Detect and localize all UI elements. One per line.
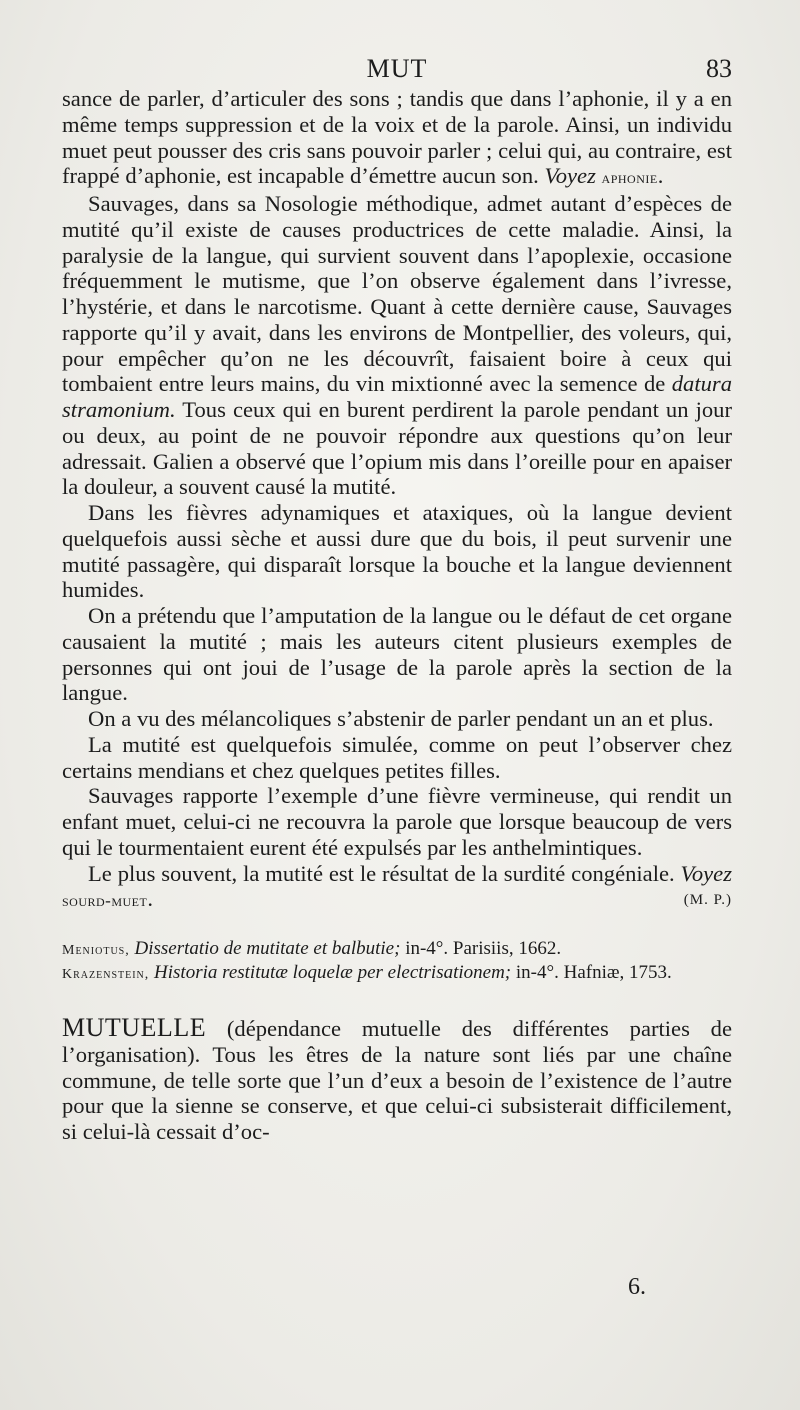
entry-mutuelle: [62, 1015, 732, 1145]
paragraph-aphonie: [62, 86, 732, 191]
ref-author: Krazenstein,: [62, 966, 150, 982]
paragraph-text: sance de parler, d’articuler des sons ; tandis que dans l’aphonie, il y a en même temps suppression et de la voix et de la parole. Ainsi, un individu muet peut pousser des cris sans pouvoir parler ; celui qui, au contraire, est frappé d’aphonie, est incapable d’émettre aucun son.: [62, 86, 732, 189]
ref-author: Meniotus,: [62, 943, 130, 958]
running-head: MUT: [366, 54, 428, 83]
bibliography: [62, 938, 732, 985]
page-body: [62, 86, 732, 1145]
entry-headword: MUTUELLE: [62, 1013, 207, 1042]
paragraph-fievres: Dans les fièvres adynamiques et ataxiques, où la langue devient quelquefois aussi sèche et aussi dure que du bois, il peut survenir une mutité passagère, qui disparaît lorsque la bouche et la langue deviennent humides.: [62, 500, 732, 603]
entry-text: (dépendance mutuelle des différentes parties de l’organisation). Tous les êtres de la nature sont liés par une chaîne commune, de telle sorte que l’un d’eux a besoin de l’existence de l’autre pour que la sienne se conserve, et que celui-ci subsisterait difficilement, si celui-là cessait d’oc-: [62, 1016, 732, 1144]
signature-mark: 6.: [628, 1274, 646, 1300]
page-header: [62, 54, 732, 88]
paragraph-text: Tous ceux qui en burent perdirent la parole pendant un jour ou deux, au point de ne pouvoir répondre aux questions qu’on leur adressait. Galien a observé que l’opium mis dans l’oreille pour en apaiser la douleur, a souvent causé la mutité.: [62, 397, 732, 500]
bibliography-entry: [62, 962, 732, 986]
cross-reference: aphonie: [601, 168, 658, 188]
cross-reference: sourd-muet: [62, 891, 148, 911]
page-number: 83: [706, 54, 732, 83]
paragraph-text: .: [147, 886, 153, 912]
paragraph-melancoliques: On a vu des mélancoliques s’abstenir de parler pendant un an et plus.: [88, 706, 714, 731]
ref-title: Historia restitutæ loquelæ per electrisationem;: [149, 961, 512, 983]
paragraph-surdite: [62, 861, 732, 915]
paragraph-text: Sauvages, dans sa Nosologie méthodique, admet autant d’espèces de mutité qu’il existe de causes productrices de cette maladie. Ainsi, la paralysie de la langue, qui survient souvent dans l’apoplexie, occasione fréquemment le mutisme, que l’on observe également dans l’ivresse, l’hystérie, et dans le narcotisme. Quant à cette dernière cause, Sauvages rapporte qu’il y avait, dans les environs de Montpellier, des voleurs, qui, pour empêcher qu’on ne les découvrît, faisaient boire à ceux qui tombaient entre leurs mains, du vin mixtionné avec la semence de: [62, 191, 732, 397]
paragraph-sauvages: [62, 191, 732, 500]
paragraph-vermineuse: Sauvages rapporte l’exemple d’une fièvre vermineuse, qui rendit un enfant muet, celui-ci ne recouvra la parole que lorsque beaucoup de vers qui le tourmentaient eurent été expulsés par les anthelmintiques.: [62, 783, 732, 860]
ref-details: in-4°. Hafniæ, 1753.: [511, 961, 672, 983]
ref-details: in-4°. Parisiis, 1662.: [400, 938, 562, 959]
author-signature: (M. P.): [683, 892, 732, 909]
voyez-reference: Voyez: [544, 163, 596, 189]
paragraph-simulee: La mutité est quelquefois simulée, comme on peut l’observer chez certains mendians et chez quelques petites filles.: [62, 731, 732, 783]
paragraph-text: .: [657, 163, 664, 189]
ref-title: Dissertatio de mutitate et balbutie;: [129, 938, 401, 959]
italic-term: datura stramonium.: [62, 371, 732, 422]
paragraph-text: Le plus souvent, la mutité est le résultat de la surdité congéniale.: [88, 860, 681, 886]
bibliography-entry: [62, 938, 732, 962]
voyez-reference: Voyez: [680, 860, 732, 886]
paragraph-amputation: On a prétendu que l’amputation de la langue ou le défaut de cet organe causaient la mutité ; mais les auteurs citent plusieurs exemples de personnes qui ont joui de l’usage de la parole après la section de la langue.: [62, 603, 732, 706]
